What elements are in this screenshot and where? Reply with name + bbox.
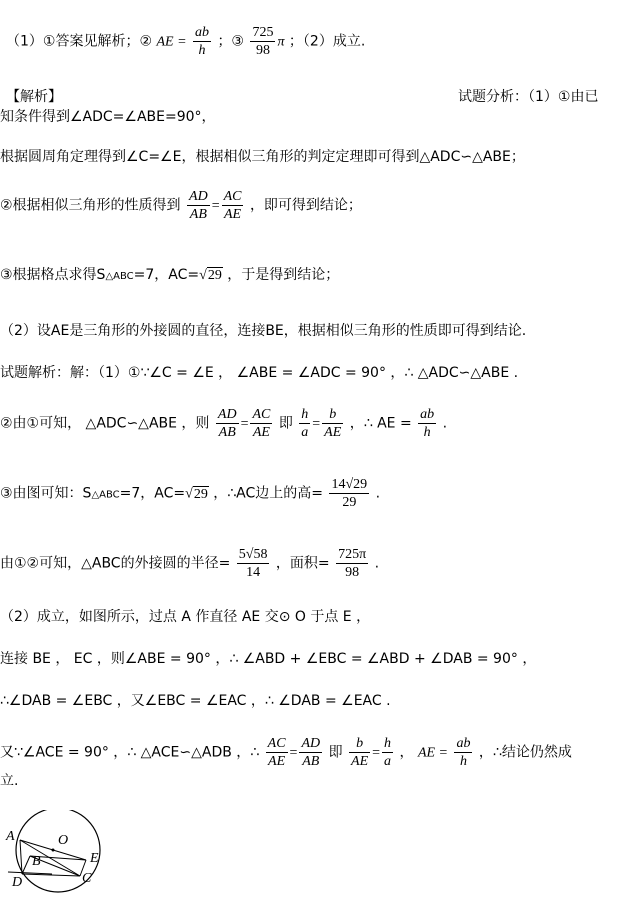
analysis-heading: 【解析】 (6, 89, 62, 105)
solution-line-8: 又∵∠ACE = 90° ，∴ △ACE∽△ADB ，∴ $\frac{AC}{AE}$ = $\frac{AD}{AB}$ 即 $\frac{b}{AE}$ = $\frac{h}{a}$ ， AE = $\frac{ab}{h}$ ，∴结论仍然成 (0, 736, 572, 769)
answer-line: （1）①答案见解析；② AE = $\frac{ab}{h}$ ；③ $\frac{725}{98}$ π ；（2）成立. (6, 25, 366, 58)
label-B: B (32, 854, 41, 869)
solution-line-4: 由①②可知，△ABC的外接圆的半径= $\frac{5√58}{14}$ ，面积= $\frac{725\pi}{98}$ . (0, 547, 380, 580)
fraction-AC-AE: $\frac{AC}{AE}$ (223, 189, 242, 222)
solution-line-6: 连接 BE ， EC ，则∠ABE = 90° ，∴ ∠ABD + ∠EBC = ∠ABD + ∠DAB = 90° ， (0, 651, 537, 667)
label-E: E (90, 851, 99, 866)
solution-line-2: ②由①可知， △ADC∽△ABE ，则 $\frac{AD}{AB}$ = $\frac{AC}{AE}$ 即 $\frac{h}{a}$ = $\frac{b}{AE}$ ，∴ AE = $\frac{ab}{h}$ . (0, 407, 448, 440)
label-D: D (12, 875, 23, 890)
answer-part3: ；（2）成立. (288, 33, 366, 50)
analysis-line-3: 根据圆周角定理得到∠C=∠E，根据相似三角形的判定定理即可得到△ADC∽△ABE； (0, 149, 525, 165)
label-C: C (82, 871, 92, 886)
analysis-heading-row (6, 86, 630, 106)
analysis-line-4: ②根据相似三角形的性质得到 $\frac{AD}{AB}$ = $\frac{AC}{AE}$ ，即可得到结论； (0, 189, 362, 222)
analysis-line-6: （2）设AE是三角形的外接圆的直径，连接BE，根据相似三角形的性质即可得到结论. (0, 323, 527, 339)
label-O: O (58, 833, 69, 848)
analysis-line-2: 知条件得到∠ADC=∠ABE=90°， (0, 109, 216, 125)
answer-part2: ；③ (217, 33, 244, 50)
analysis-intro: 试题分析：（1）①由已 (458, 89, 599, 105)
geometry-figure (0, 810, 130, 910)
answer-eq: AE = (156, 34, 187, 50)
solution-line-3: ③由图可知：S△ABC=7，AC=√29 ，∴AC边上的高= $\frac{14√29}{29}$ . (0, 477, 381, 510)
analysis-line-5: ③根据格点求得S△ABC=7，AC=√29 ，于是得到结论； (0, 267, 340, 283)
label-A: A (6, 829, 15, 844)
solution-line-1: 试题解析：解：（1）①∵∠C = ∠E ， ∠ABE = ∠ADC = 90° ，∴ △ADC∽△ABE . (0, 365, 519, 381)
fraction-AD-AB: $\frac{AD}{AB}$ (189, 189, 208, 222)
solution-line-5: （2）成立，如图所示，过点 A 作直径 AE 交⊙ O 于点 E ， (0, 609, 371, 625)
solution-line-9: 立. (0, 773, 19, 789)
solution-line-7: ∴∠DAB = ∠EBC ，又∠EBC = ∠EAC ，∴ ∠DAB = ∠EAC . (0, 693, 391, 709)
answer-part1: （1）①答案见解析；② (6, 33, 153, 50)
fraction-725-98: $\frac{725}{98}$ (252, 25, 274, 58)
fraction-ab-h: $\frac{ab}{h}$ (194, 25, 209, 58)
